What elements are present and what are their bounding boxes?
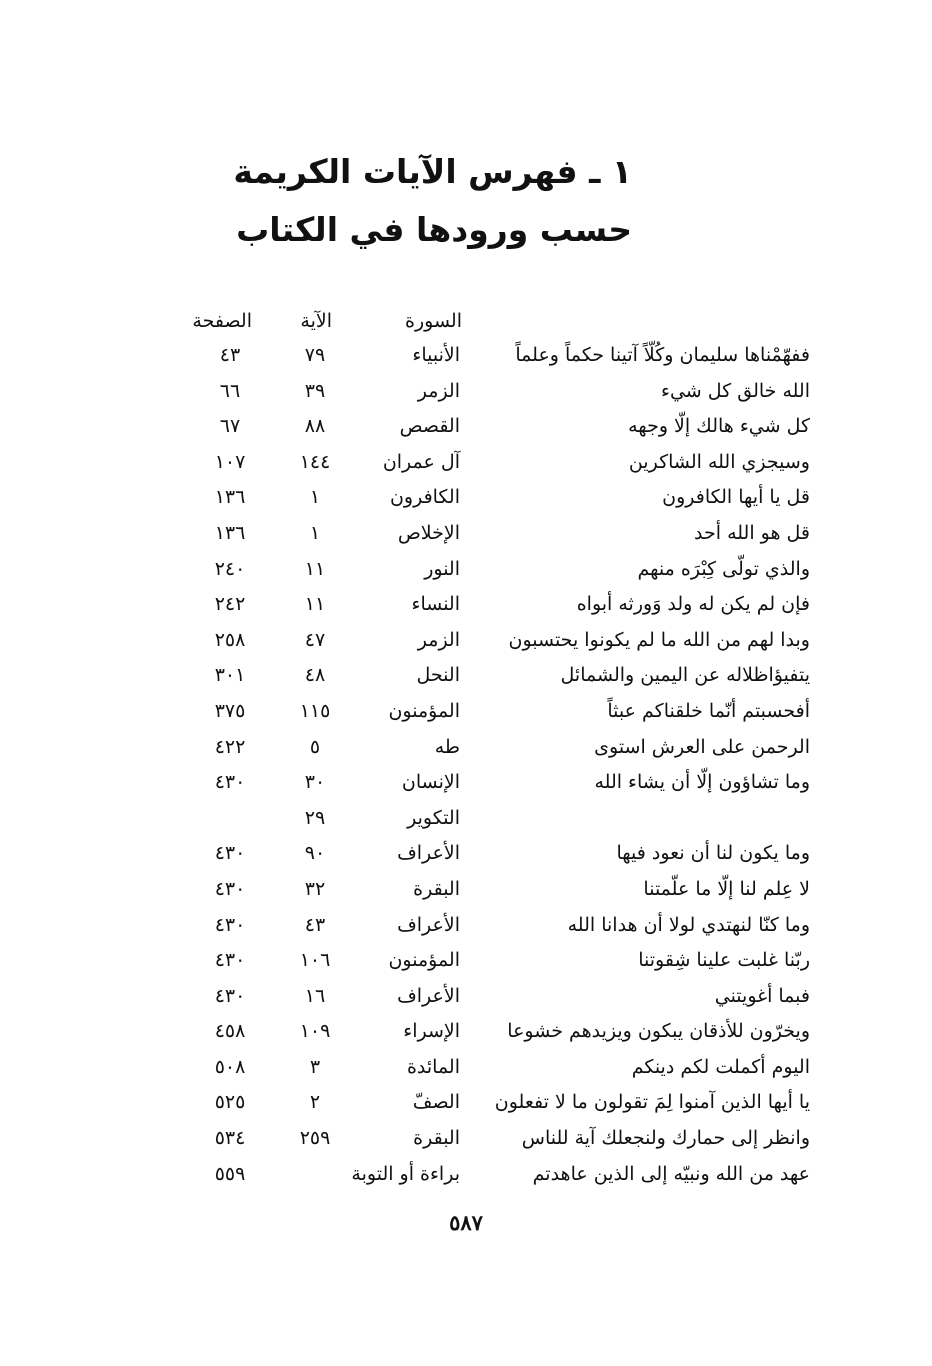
table-row (0, 981, 932, 1017)
surah-cell: الأنبياء (412, 344, 460, 366)
page-cell: ٥٠٨ (214, 1055, 246, 1078)
page-cell: ٤٣٠ (214, 913, 246, 936)
verse-cell: فبما أغويتني (714, 984, 810, 1007)
surah-cell: آل عمران (382, 450, 460, 473)
ayah-cell: ٤٣ (304, 913, 326, 936)
verse-cell: وسيجزي الله الشاكرين (628, 450, 810, 473)
page-cell: ٤٣٠ (214, 842, 246, 865)
surah-cell: البقرة (413, 1127, 460, 1150)
ayah-cell: ٤٧ (304, 628, 326, 651)
page-cell: ٥٥٩ (214, 1162, 246, 1185)
verse-cell: قل يا أيها الكافرون (662, 486, 810, 509)
surah-cell: البقرة (413, 877, 460, 900)
page-cell: ٣٧٥ (214, 699, 246, 722)
verse-cell: الله خالق كل شيء (661, 379, 810, 402)
surah-cell: النور (424, 557, 460, 580)
verse-cell: فإن لم يكن له ولد وَورثه أبواه (576, 593, 810, 616)
ayah-cell: ٢٩ (304, 806, 326, 829)
surah-cell: التكوير (407, 806, 460, 829)
surah-cell: الكافرون (389, 486, 460, 509)
page-cell: ٦٧ (219, 415, 241, 438)
surah-cell: الأعراف (397, 842, 460, 865)
surah-cell: براءة أو التوبة (351, 1162, 460, 1185)
verse-cell: وانظر إلى حمارك ولنجعلك آية للناس (521, 1127, 810, 1150)
ayah-cell: ٢ (309, 1091, 321, 1114)
verse-cell: عهد من الله ونبيّه إلى الذين عاهدتم (532, 1162, 810, 1185)
ayah-cell: ١ (309, 486, 321, 509)
ayah-cell: ٥ (309, 735, 321, 758)
table-row (0, 803, 932, 839)
page-cell: ٥٣٤ (214, 1127, 246, 1150)
surah-cell: الزمر (417, 628, 460, 651)
ayah-cell: ١٤٤ (299, 450, 331, 473)
verse-cell: يا أيها الذين آمنوا لِمَ تقولون ما لا تفعلون (494, 1091, 810, 1114)
page-number: ٥٨٧ (449, 1210, 483, 1235)
verse-cell: ففهّمْناها سليمان وكُلّاً آتينا حكماً وعلماً (515, 344, 810, 366)
verse-cell: لا عِلم لنا إلّا ما علّمتنا (643, 877, 810, 900)
ayah-cell: ٢٥٩ (299, 1127, 331, 1150)
table-row (0, 660, 932, 696)
verse-cell: أفحسبتم أنّما خلقناكم عبثاً (607, 699, 810, 722)
ayah-cell: ٣ (309, 1055, 321, 1078)
surah-cell: القصص (399, 415, 460, 438)
page-cell: ٣٠١ (214, 664, 246, 687)
table-row (0, 732, 932, 768)
table-row (0, 340, 932, 376)
ayah-cell: ٧٩ (304, 344, 326, 366)
column-header-surah: السورة (405, 310, 462, 332)
table-row (0, 767, 932, 803)
verse-cell: يتفيؤاظلاله عن اليمين والشمائل (560, 664, 810, 687)
table-row (0, 554, 932, 590)
page-cell: ٤٢٢ (214, 735, 246, 758)
table-row (0, 411, 932, 447)
table-row (0, 874, 932, 910)
page-cell: ٤٣٠ (214, 984, 246, 1007)
verse-cell: اليوم أكملت لكم دينكم (631, 1055, 810, 1078)
table-row (0, 1052, 932, 1088)
table-row (0, 945, 932, 981)
verse-cell: ويخرّون للأذقان يبكون ويزيدهم خشوعا (507, 1020, 810, 1043)
page-cell: ٤٣٠ (214, 949, 246, 972)
table-row (0, 1159, 932, 1195)
ayah-cell: ٣٩ (304, 379, 326, 402)
page-cell: ٤٣ (219, 344, 241, 366)
verse-index-table (0, 340, 932, 1194)
table-row (0, 1123, 932, 1159)
ayah-cell: ٨٨ (304, 415, 326, 438)
ayah-cell: ١ (309, 521, 321, 544)
surah-cell: طه (434, 735, 460, 758)
verse-cell: والذي تولّى كِبْرَه منهم (637, 557, 810, 580)
surah-cell: النحل (416, 664, 460, 687)
page-cell: ١٣٦ (214, 521, 246, 544)
page-cell: ٤٣٠ (214, 771, 246, 794)
verse-cell: وما يكون لنا أن نعود فيها (616, 842, 810, 865)
surah-cell: الصفّ (412, 1091, 460, 1114)
table-row (0, 1016, 932, 1052)
table-row (0, 482, 932, 518)
verse-cell: وبدا لهم من الله ما لم يكونوا يحتسبون (508, 628, 810, 651)
column-header-ayah: الآية (300, 310, 332, 332)
verse-cell: ربّنا غلبت علينا شِقوتنا (638, 949, 810, 972)
page-cell: ١٠٧ (214, 450, 246, 473)
table-row (0, 589, 932, 625)
table-row (0, 838, 932, 874)
ayah-cell: ١٦ (304, 984, 326, 1007)
verse-cell: كل شيء هالك إلّا وجهه (628, 415, 810, 438)
surah-cell: المؤمنون (388, 949, 460, 972)
surah-cell: الأعراف (397, 984, 460, 1007)
table-row (0, 447, 932, 483)
surah-cell: الزمر (417, 379, 460, 402)
page-cell: ٢٤٠ (214, 557, 246, 580)
surah-cell: الأعراف (397, 913, 460, 936)
table-row (0, 518, 932, 554)
verse-cell: الرحمن على العرش استوى (594, 735, 810, 758)
ayah-cell: ١٠٦ (299, 949, 331, 972)
page-cell: ٥٢٥ (214, 1091, 246, 1114)
table-row (0, 910, 932, 946)
page-cell: ٤٣٠ (214, 877, 246, 900)
surah-cell: المائدة (406, 1055, 460, 1078)
page-title: ١ ـ فهرس الآيات الكريمة (233, 152, 632, 191)
table-row (0, 696, 932, 732)
surah-cell: المؤمنون (388, 699, 460, 722)
page-subtitle: حسب ورودها في الكتاب (236, 210, 632, 249)
verse-cell: وما كنّا لنهتدي لولا أن هدانا الله (567, 913, 810, 936)
page-cell: ٤٥٨ (214, 1020, 246, 1043)
table-row (0, 625, 932, 661)
surah-cell: الإسراء (403, 1020, 460, 1043)
page-cell: ٢٤٢ (214, 593, 246, 616)
verse-cell: وما تشاؤون إلّا أن يشاء الله (594, 771, 810, 794)
ayah-cell: ٤٨ (304, 664, 326, 687)
ayah-cell: ١١ (304, 557, 326, 580)
ayah-cell: ٣٢ (304, 877, 326, 900)
page-cell: ١٣٦ (214, 486, 246, 509)
ayah-cell: ٣٠ (304, 771, 326, 794)
ayah-cell: ١١ (304, 593, 326, 616)
table-row (0, 376, 932, 412)
verse-cell: قل هو الله أحد (694, 521, 810, 544)
page-cell: ٦٦ (219, 379, 241, 402)
page-cell: ٢٥٨ (214, 628, 246, 651)
ayah-cell: ١٠٩ (299, 1020, 331, 1043)
ayah-cell: ١١٥ (299, 699, 331, 722)
surah-cell: النساء (411, 593, 460, 616)
surah-cell: الإخلاص (397, 521, 460, 544)
surah-cell: الإنسان (401, 771, 460, 794)
ayah-cell: ٩٠ (304, 842, 326, 865)
table-row (0, 1087, 932, 1123)
column-header-page: الصفحة (192, 310, 252, 332)
